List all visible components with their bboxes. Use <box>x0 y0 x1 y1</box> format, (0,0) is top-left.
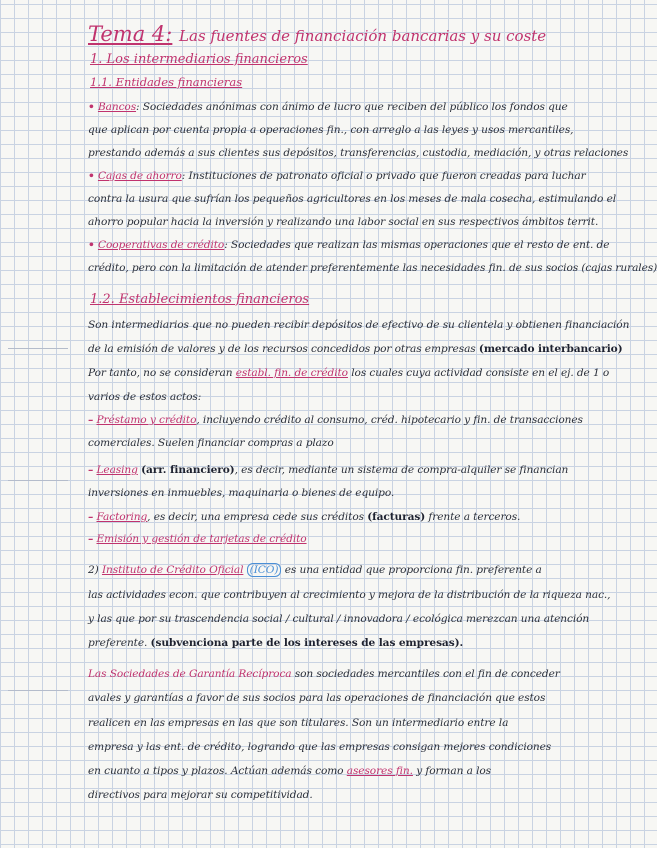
cajas-line-2: contra la usura que sufrían los pequeños agricultores en los meses de mala cosecha, estimulando el <box>88 193 617 205</box>
sgr-text: son sociedades mercantiles con el fin de conceder <box>294 668 560 680</box>
dash-icon: – <box>88 464 94 476</box>
ico-line-1 <box>88 563 594 577</box>
margin-mark <box>8 348 68 349</box>
intro-bold: (mercado interbancario) <box>478 343 623 355</box>
asesores-term: asesores fin. <box>346 765 413 777</box>
bancos-line-2: que aplican por cuenta propia a operaciones fin., con arreglo a las leyes y usos mercantiles, <box>88 124 574 136</box>
item-tarjetas <box>88 532 594 546</box>
intro-text: de la emisión de valores y de los recursos concedidos por otras empresas <box>88 343 476 355</box>
tarjetas-term: Emisión y gestión de tarjetas de crédito <box>96 533 307 545</box>
factoring-text-2: frente a terceros. <box>428 511 521 523</box>
ico-text: es una entidad que proporciona fin. preferente a <box>284 564 542 576</box>
section1-heading: 1. Los intermediarios financieros <box>90 52 308 67</box>
sgr-text: en cuanto a tipos y plazos. Actúan además como <box>88 765 344 777</box>
sgr-line-1 <box>88 667 594 681</box>
cooperativas-text: : Sociedades que realizan las mismas operaciones que el resto de ent. de <box>224 239 610 251</box>
bancos-term: Bancos <box>97 101 137 113</box>
sgr-line-6: directivos para mejorar su competitividad. <box>88 789 313 801</box>
item-factoring <box>88 510 594 524</box>
leasing-text: , es decir, mediante un sistema de compra-alquiler se financian <box>234 464 569 476</box>
ico-line-4 <box>88 636 594 650</box>
sgr-line-3: realicen en las empresas en las que son titulares. Son un intermediario entre la <box>88 717 509 729</box>
item-prestamo-1 <box>88 413 594 427</box>
bullet-icon: • <box>88 101 95 113</box>
bancos-line-1 <box>88 100 594 114</box>
cooperativas-term: Cooperativas de crédito <box>97 239 225 251</box>
intro-text: Por tanto, no se consideran <box>88 367 233 379</box>
dash-icon: – <box>88 511 94 523</box>
prestamo-text: , incluyendo crédito al consumo, créd. hipotecario y fin. de transacciones <box>196 414 583 426</box>
section1-subheading: 1.1. Entidades financieras <box>90 75 243 89</box>
section2-intro-2 <box>88 342 623 356</box>
factoring-term: Factoring <box>96 511 148 523</box>
sgr-line-2: avales y garantías a favor de sus socios para las operaciones de financiación que estos <box>88 692 546 704</box>
sgr-line-4: empresa y las ent. de crédito, logrando que las empresas consigan mejores condiciones <box>88 741 552 753</box>
margin-mark <box>8 690 68 691</box>
item-leasing-1 <box>88 463 594 477</box>
cajas-line-1 <box>88 169 594 183</box>
intro-term: establ. fin. de crédito <box>235 367 348 379</box>
item-leasing-2: inversiones en inmuebles, maquinaria o bienes de equipo. <box>88 487 395 499</box>
ico-line-3: y las que por su trascendencia social / cultural / innovadora / ecológica merezcan una atención <box>88 613 590 625</box>
section2-intro-3 <box>88 366 610 380</box>
sgr-text-2: y forman a los <box>416 765 491 777</box>
ico-bold: (subvenciona parte de los intereses de las empresas). <box>150 637 464 649</box>
cajas-line-3: ahorro popular hacia la inversión y realizando una labor social en sus respectivos ámbitos territ. <box>88 216 599 228</box>
section2-intro-1: Son intermediarios que no pueden recibir depósitos de efectivo de su clientela y obtienen financiación <box>88 319 630 331</box>
bullet-icon: • <box>88 170 95 182</box>
title-rest: Las fuentes de financiación bancarias y su coste <box>179 27 547 45</box>
prestamo-term: Préstamo y crédito <box>96 414 197 426</box>
section2-intro-4: varios de estos actos: <box>88 391 202 403</box>
ico-abbr: (ICO) <box>247 563 282 577</box>
cooperativas-line-2: crédito, pero con la limitación de atender preferentemente las necesidades fin. de sus socios (cajas rurales) <box>88 262 657 274</box>
cajas-text: : Instituciones de patronato oficial o privado que fueron creadas para luchar <box>181 170 586 182</box>
ico-number: 2) <box>88 564 99 576</box>
sgr-term: Las Sociedades de Garantía Recíproca <box>88 668 292 680</box>
intro-tail: los cuales cuya actividad consiste en el ej. de 1 o <box>351 367 610 379</box>
dash-icon: – <box>88 533 94 545</box>
section2-heading: 1.2. Establecimientos financieros <box>90 292 310 307</box>
page-title <box>88 22 546 46</box>
sgr-line-5 <box>88 764 594 778</box>
dash-icon: – <box>88 414 94 426</box>
bancos-text: : Sociedades anónimas con ánimo de lucro que reciben del público los fondos que <box>136 101 568 113</box>
item-prestamo-2: comerciales. Suelen financiar compras a plazo <box>88 437 334 449</box>
leasing-bold: (arr. financiero) <box>141 464 235 476</box>
cooperativas-line-1 <box>88 238 610 252</box>
cajas-term: Cajas de ahorro <box>97 170 182 182</box>
leasing-term: Leasing <box>96 464 138 476</box>
ico-term: Instituto de Crédito Oficial <box>101 564 244 576</box>
factoring-bold: (facturas) <box>367 511 426 523</box>
ico-line-2: las actividades econ. que contribuyen al crecimiento y mejora de la distribución de la riqueza nac., <box>88 589 611 601</box>
ico-text: preferente. <box>88 637 148 649</box>
factoring-text: , es decir, una empresa cede sus créditos <box>147 511 364 523</box>
bullet-icon: • <box>88 239 95 251</box>
margin-mark <box>8 480 68 481</box>
title-main: Tema 4: <box>88 22 173 46</box>
bancos-line-3: prestando además a sus clientes sus depósitos, transferencias, custodia, mediación, y otras relaciones <box>88 147 629 159</box>
